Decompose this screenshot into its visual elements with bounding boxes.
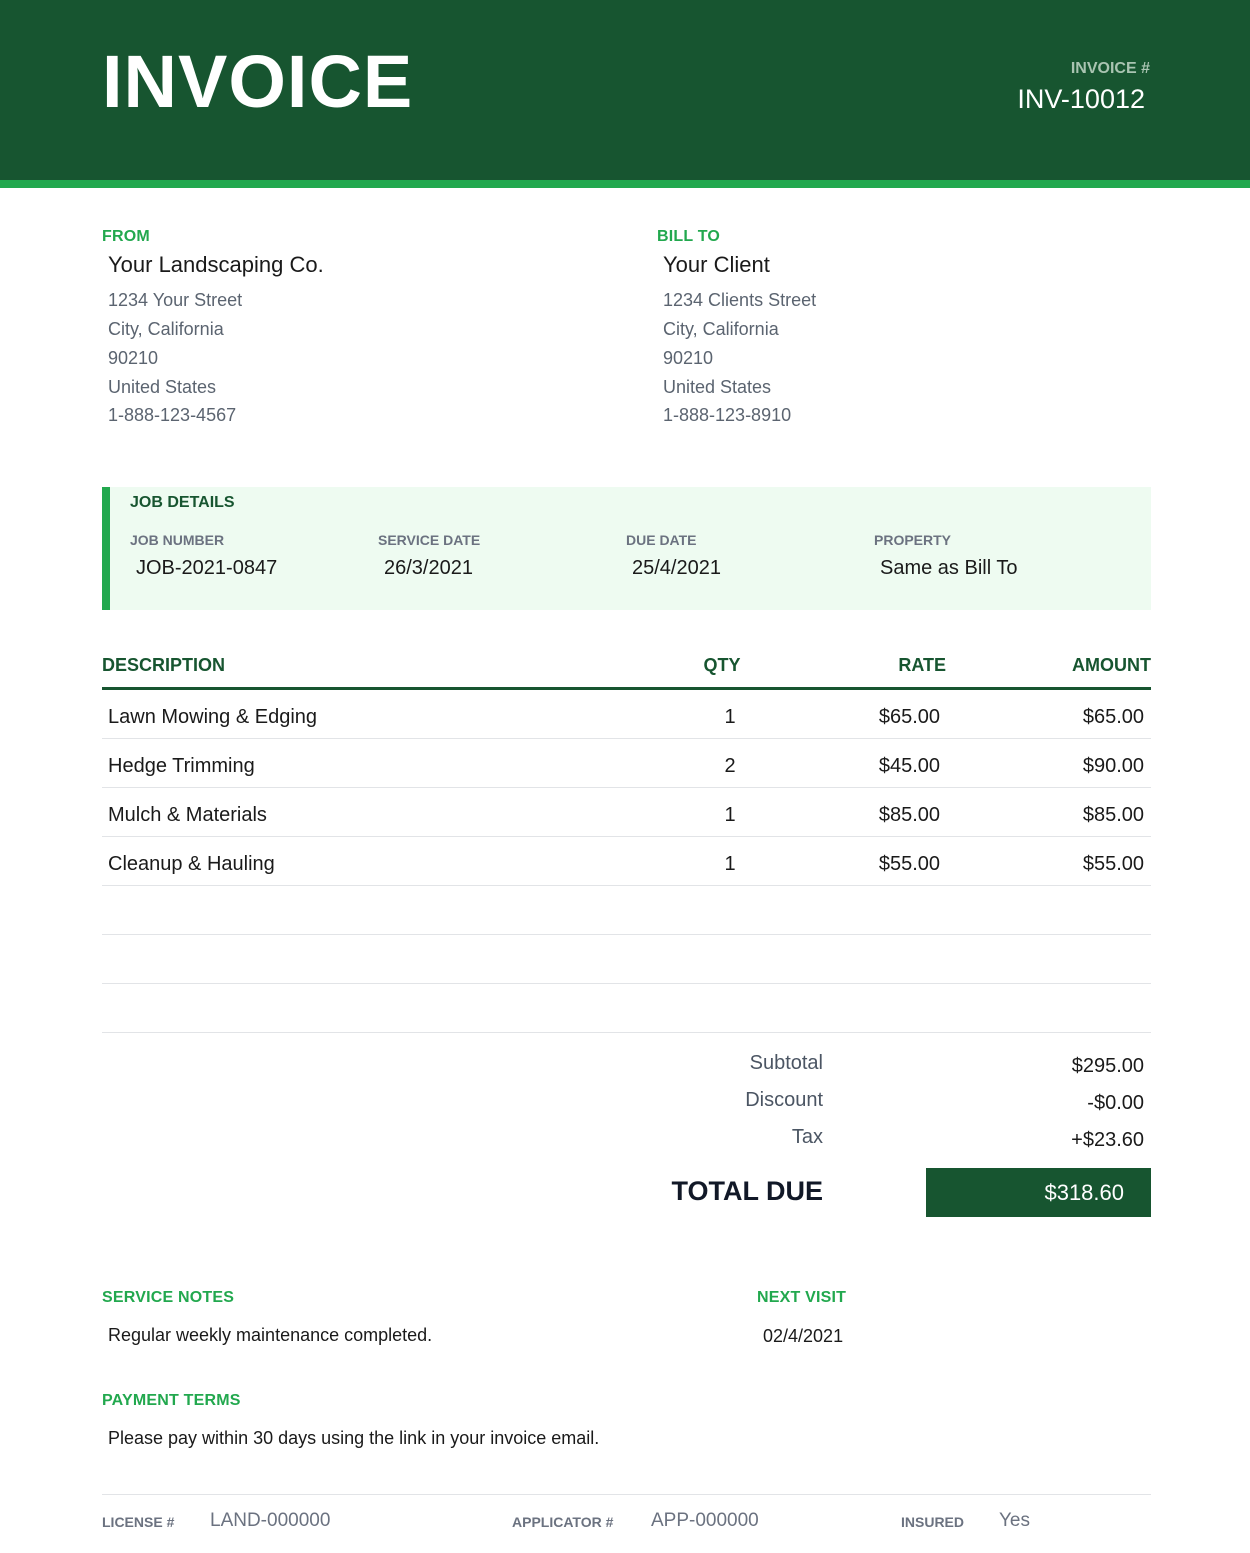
item-rate: $85.00 <box>878 804 940 826</box>
bill-to-city: City, California <box>663 319 779 339</box>
due-date-value: 25/4/2021 <box>632 557 721 579</box>
job-details-panel <box>102 487 1151 610</box>
discount-label: Discount <box>745 1089 823 1111</box>
property-value: Same as Bill To <box>880 557 1018 579</box>
applicator-label: APPLICATOR # <box>512 1514 614 1530</box>
invoice-title: INVOICE <box>102 40 414 123</box>
total-due-box <box>926 1168 1151 1217</box>
item-qty: 2 <box>724 755 736 777</box>
table-row <box>102 690 1151 739</box>
bill-to-phone: 1-888-123-8910 <box>663 405 792 425</box>
bill-to-street: 1234 Clients Street <box>663 290 817 310</box>
item-amount: $85.00 <box>1082 804 1144 826</box>
bill-to-zip: 90210 <box>663 348 714 368</box>
item-amount: $90.00 <box>1082 755 1144 777</box>
item-amount: $65.00 <box>1082 706 1144 728</box>
next-visit-date: 02/4/2021 <box>763 1326 844 1346</box>
item-rate: $45.00 <box>878 755 940 777</box>
insured-label: INSURED <box>901 1514 965 1530</box>
tax-value: +$23.60 <box>1071 1129 1144 1151</box>
from-zip: 90210 <box>108 348 159 368</box>
from-phone: 1-888-123-4567 <box>108 405 237 425</box>
service-notes-text: Regular weekly maintenance completed. <box>108 1325 433 1345</box>
from-street: 1234 Your Street <box>108 290 243 310</box>
due-date-label: DUE DATE <box>626 532 697 548</box>
subtotal-value: $295.00 <box>1071 1055 1144 1077</box>
rate-column-header: RATE <box>898 655 946 675</box>
invoice-number-label: INVOICE # <box>1070 60 1150 77</box>
empty-table-row <box>102 935 1151 984</box>
job-number-label: JOB NUMBER <box>130 532 225 548</box>
total-due-label: TOTAL DUE <box>671 1176 823 1206</box>
job-number-value: JOB-2021-0847 <box>136 557 278 579</box>
invoice-number: INV-10012 <box>1017 84 1145 114</box>
service-notes-label: SERVICE NOTES <box>102 1289 235 1306</box>
payment-terms-text: Please pay within 30 days using the link in your invoice email. <box>108 1428 600 1448</box>
empty-table-row <box>102 984 1151 1033</box>
qty-column-header: QTY <box>703 655 741 675</box>
license-label: LICENSE # <box>102 1514 175 1530</box>
from-country: United States <box>108 377 217 397</box>
footer-divider <box>102 1494 1151 1495</box>
item-qty: 1 <box>724 853 736 875</box>
tax-label: Tax <box>791 1126 823 1148</box>
empty-table-row <box>102 886 1151 935</box>
item-description: Cleanup & Hauling <box>108 853 275 875</box>
item-rate: $65.00 <box>878 706 940 728</box>
from-label: FROM <box>102 228 150 245</box>
item-qty: 1 <box>724 706 736 728</box>
table-row <box>102 739 1151 788</box>
amount-column-header: AMOUNT <box>1072 655 1151 675</box>
bill-to-name: Your Client <box>663 252 770 277</box>
property-label: PROPERTY <box>874 532 952 548</box>
table-row <box>102 837 1151 886</box>
from-city: City, California <box>108 319 224 339</box>
discount-value: -$0.00 <box>1087 1092 1144 1114</box>
bill-to-label: BILL TO <box>657 228 721 245</box>
table-row <box>102 788 1151 837</box>
item-description: Lawn Mowing & Edging <box>108 706 318 728</box>
description-column-header: DESCRIPTION <box>102 655 226 675</box>
item-description: Hedge Trimming <box>108 755 255 777</box>
header-accent-stripe <box>0 180 1250 188</box>
bill-to-country: United States <box>663 377 772 397</box>
subtotal-label: Subtotal <box>749 1052 823 1074</box>
payment-terms-label: PAYMENT TERMS <box>102 1392 241 1409</box>
applicator-value: APP-000000 <box>651 1510 759 1531</box>
insured-value: Yes <box>999 1510 1030 1531</box>
from-name: Your Landscaping Co. <box>108 252 324 277</box>
license-value: LAND-000000 <box>210 1510 331 1531</box>
item-description: Mulch & Materials <box>108 804 267 826</box>
service-date-value: 26/3/2021 <box>384 557 473 579</box>
item-qty: 1 <box>724 804 736 826</box>
job-details-title: JOB DETAILS <box>130 494 235 511</box>
item-rate: $55.00 <box>878 853 940 875</box>
next-visit-label: NEXT VISIT <box>757 1289 847 1306</box>
total-due-value: $318.60 <box>1044 1180 1124 1205</box>
item-amount: $55.00 <box>1082 853 1144 875</box>
service-date-label: SERVICE DATE <box>378 532 481 548</box>
